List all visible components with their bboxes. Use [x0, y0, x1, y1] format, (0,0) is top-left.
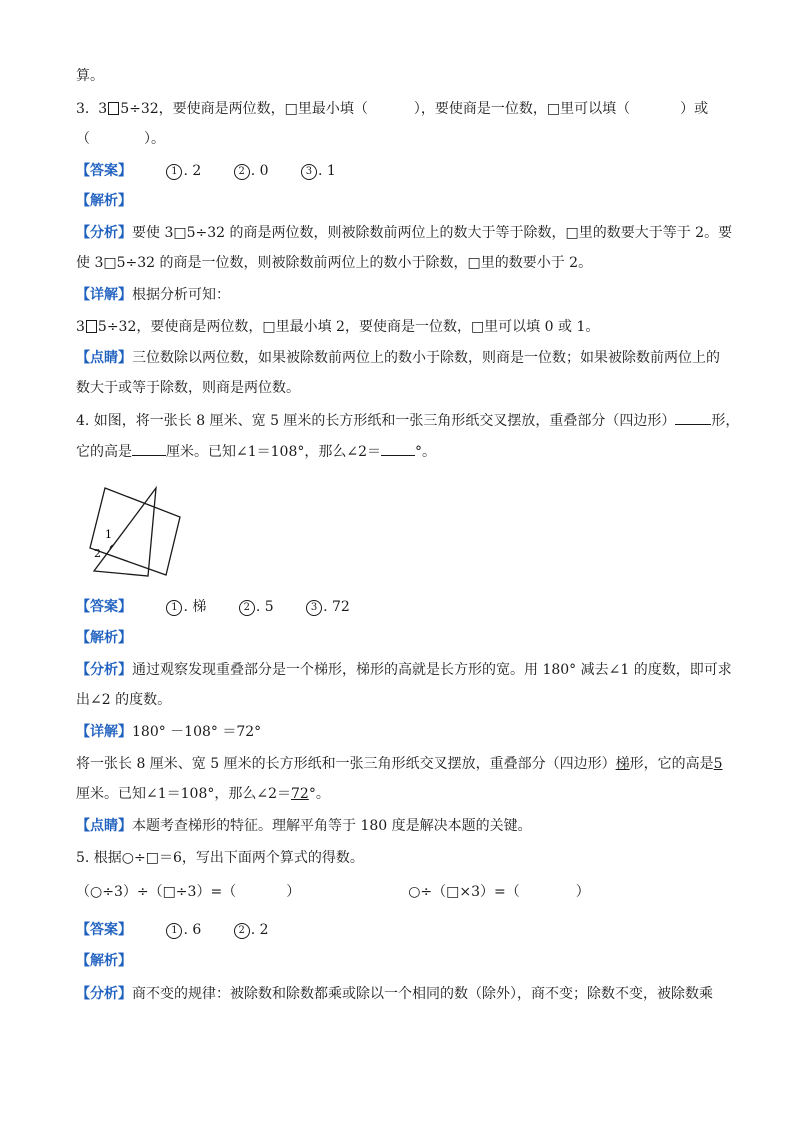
angle-label-1: 1 [105, 528, 112, 541]
fenxi-3-cont: 使 3□5÷32 的商是一位数，则被除数前两位上的数小于除数，□里的数要小于 2。 [76, 255, 593, 271]
analysis-heading: 【解析】 [76, 630, 132, 646]
fenxi-5: 【分析】商不变的规律：被除数和除数都乘或除以一个相同的数（除外），商不变；除数不变，被除数乘 [76, 986, 713, 1002]
analysis-heading: 【解析】 [76, 193, 132, 209]
xiangjie-3: 【详解】根据分析可知： [76, 287, 230, 303]
analysis-heading: 【解析】 [76, 953, 132, 969]
geometry-figure [84, 484, 194, 588]
question-3: 3. 3 5÷32，要使商是两位数，□里最小填（ ），要使商是一位数，□里可以填（ ）或 [76, 101, 709, 117]
question-5: 5. 根据○÷□＝6，写出下面两个算式的得数。 [76, 850, 364, 866]
fenxi-4-cont: 出∠2 的度数。 [76, 692, 172, 708]
xiangjie-4-detail-cont: 厘米。已知∠1＝108°，那么∠2＝72°。 [76, 786, 330, 802]
answer-4: 【答案】 1 . 梯 2 . 5 3 . 72 [76, 599, 350, 615]
xiangjie-4: 【详解】180° －108° ＝72° [76, 724, 262, 740]
xiangjie-4-detail: 将一张长 8 厘米、宽 5 厘米的长方形纸和一张三角形纸交叉摆放，重叠部分（四边形）梯形，它的高是5 [76, 756, 723, 772]
dianjing-3-cont: 数大于或等于除数，则商是两位数。 [76, 380, 300, 396]
answer-3: 【答案】 1 . 2 2 . 0 3 . 1 [76, 163, 336, 179]
fenxi-4: 【分析】通过观察发现重叠部分是一个梯形，梯形的高就是长方形的宽。用 180° 减去∠1 的度数，即可求 [76, 662, 732, 678]
xiangjie-3-detail: 3 5÷32，要使商是两位数，□里最小填 2，要使商是一位数，□里可以填 0 或 1。 [76, 319, 600, 335]
rectangle-shape [90, 488, 180, 575]
text-line: 算。 [76, 68, 104, 84]
question-3-cont: （ ）。 [76, 131, 165, 147]
question-4: 4. 如图，将一张长 8 厘米、宽 5 厘米的长方形纸和一张三角形纸交叉摆放，重叠部分（四边形） 形， [76, 410, 724, 431]
triangle-shape [94, 488, 156, 576]
fenxi-3: 【分析】要使 3□5÷32 的商是两位数，则被除数前两位上的数大于等于除数，□里的数要大于等于 2。要 [76, 225, 733, 241]
answer-5: 【答案】 1 . 6 2 . 2 [76, 922, 269, 938]
blank-box [108, 102, 119, 115]
dianjing-3: 【点睛】三位数除以两位数，如果被除数前两位上的数小于除数，则商是一位数；如果被除数前两位上的 [76, 350, 720, 366]
question-4-cont: 它的高是 厘米。已知∠1＝108°，那么∠2＝ °。 [76, 441, 724, 462]
question-5-exprs: （○÷3）÷（□÷3）=（ ） ○÷（□×3）=（ ） [76, 884, 590, 900]
blank-box [86, 320, 97, 333]
dianjing-4: 【点睛】本题考查梯形的特征。理解平角等于 180 度是解决本题的关键。 [76, 818, 532, 834]
angle-label-2: 2 [94, 547, 101, 560]
